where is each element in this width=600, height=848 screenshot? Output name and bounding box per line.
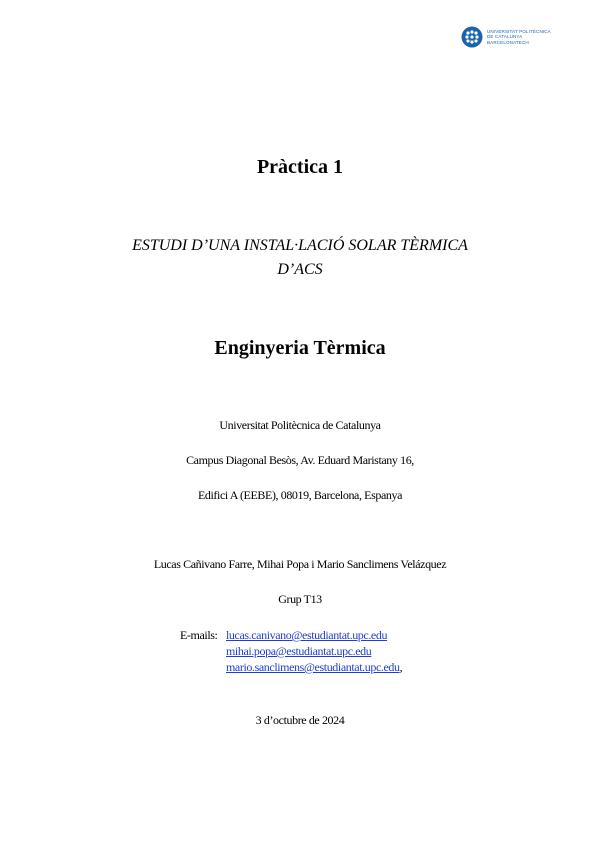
upc-logo <box>461 26 551 48</box>
email-link-mihai[interactable]: mihai.popa@estudiantat.upc.edu <box>226 644 372 658</box>
email-link-lucas[interactable]: lucas.canivano@estudiantat.upc.edu <box>226 628 388 642</box>
document-date: 3 d’octubre de 2024 <box>255 713 345 727</box>
course-name: Enginyeria Tèrmica <box>214 337 386 359</box>
upc-emblem-icon <box>461 26 483 48</box>
logo-line-1: UNIVERSITAT POLITÈCNICA <box>487 29 551 35</box>
email-link-mario[interactable]: mario.sanclimens@estudiantat.upc.edu <box>226 660 400 674</box>
address-line-1: Campus Diagonal Besòs, Av. Eduard Maristany 16, <box>186 453 414 467</box>
emails-block <box>180 627 402 675</box>
email-row <box>180 643 402 659</box>
email-row <box>180 659 402 675</box>
logo-line-2: DE CATALUNYA <box>487 34 523 40</box>
email-row <box>180 627 402 643</box>
document-title: Pràctica 1 <box>256 156 344 178</box>
authors: Lucas Cañivano Farre, Mihai Popa i Mario Sanclimens Velázquez <box>153 557 447 571</box>
upc-logo-text <box>487 29 551 45</box>
subtitle-line-2: D’ACS <box>277 261 323 278</box>
university-name: Universitat Politècnica de Catalunya <box>219 418 381 432</box>
logo-line-3: BARCELONATECH <box>487 39 529 45</box>
subtitle-line-1: ESTUDI D’UNA INSTAL·LACIÓ SOLAR TÈRMICA <box>132 237 468 254</box>
document-subtitle <box>0 234 600 282</box>
emails-label: E-mails: <box>180 628 218 642</box>
group-name: Grup T13 <box>278 592 322 606</box>
address-line-2: Edifici A (EEBE), 08019, Barcelona, Espanya <box>197 488 403 502</box>
email-trailing-comma: , <box>399 660 403 674</box>
